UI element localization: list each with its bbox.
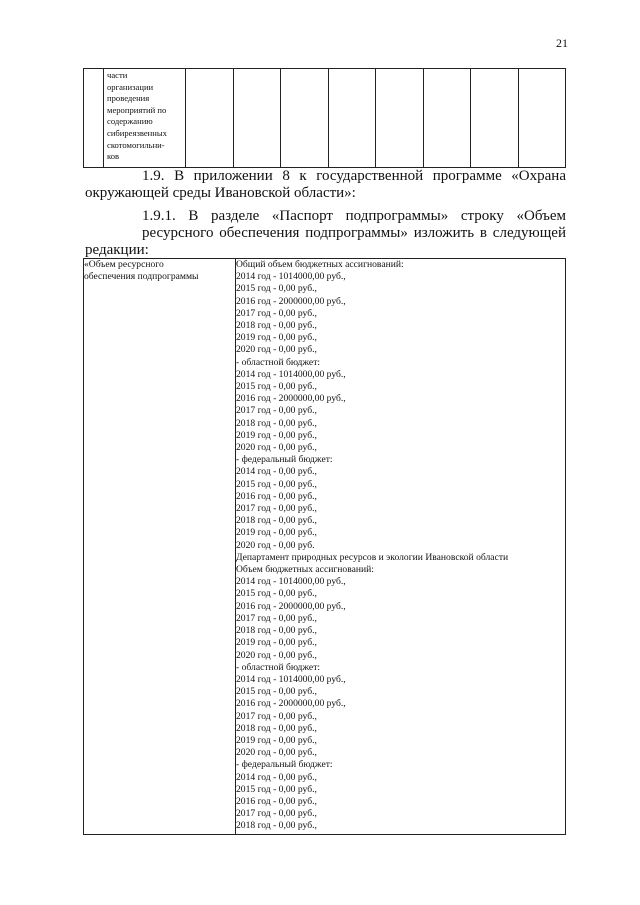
number-cell xyxy=(84,69,104,168)
resource-line: 2016 год - 0,00 руб., xyxy=(236,795,317,807)
paragraph-1-9-1 xyxy=(85,208,566,259)
resource-values-cell xyxy=(236,259,566,835)
resource-line: 2018 год - 0,00 руб., xyxy=(236,820,317,832)
resource-line: 2014 год - 0,00 руб., xyxy=(236,771,317,783)
empty-cell xyxy=(233,69,281,168)
resource-line: 2017 год - 0,00 руб., xyxy=(236,405,317,417)
resource-line: - областной бюджет: xyxy=(236,661,321,673)
resource-line: 2016 год - 2000000,00 руб., xyxy=(236,698,346,710)
cell-line: скотомогильни- xyxy=(107,139,165,150)
resource-line: 2014 год - 1014000,00 руб., xyxy=(236,576,346,588)
paragraph-line: окружающей среды Ивановской области»: xyxy=(85,185,356,201)
resource-line: 2018 год - 0,00 руб., xyxy=(236,722,317,734)
resource-line: 2019 год - 0,00 руб., xyxy=(236,527,317,539)
table-row xyxy=(84,69,566,168)
paragraph-line: 1.9.1. В разделе «Паспорт подпрограммы» строку «Объем xyxy=(142,208,566,224)
resource-line: 2017 год - 0,00 руб., xyxy=(236,710,317,722)
resource-line: 2014 год - 1014000,00 руб., xyxy=(236,673,346,685)
resource-line: 2014 год - 0,00 руб., xyxy=(236,466,317,478)
cell-line: сибиреязвенных xyxy=(107,127,167,138)
cell-line: части xyxy=(107,70,128,80)
resource-line: 2015 год - 0,00 руб., xyxy=(236,283,317,295)
resource-line: 2020 год - 0,00 руб., xyxy=(236,442,317,454)
resource-line: Общий объем бюджетных ассигнований: xyxy=(236,259,404,270)
resource-line: 2020 год - 0,00 руб., xyxy=(236,747,317,759)
resource-line: - федеральный бюджет: xyxy=(236,759,333,771)
resource-line: 2014 год - 1014000,00 руб., xyxy=(236,368,346,380)
resource-line: 2018 год - 0,00 руб., xyxy=(236,515,317,527)
label-line: «Объем ресурсного xyxy=(84,259,164,270)
paragraph-line: редакции: xyxy=(85,242,149,258)
resource-line: Департамент природных ресурсов и экологии Ивановской области xyxy=(236,551,509,563)
resource-line: 2015 год - 0,00 руб., xyxy=(236,588,317,600)
empty-cell xyxy=(471,69,519,168)
resource-line: 2017 год - 0,00 руб., xyxy=(236,808,317,820)
resource-line: - областной бюджет: xyxy=(236,356,321,368)
resource-line: 2015 год - 0,00 руб., xyxy=(236,381,317,393)
cell-line: организации xyxy=(107,81,154,92)
resource-line: 2018 год - 0,00 руб., xyxy=(236,625,317,637)
resource-label-cell xyxy=(84,259,236,835)
resource-line: 2016 год - 0,00 руб., xyxy=(236,490,317,502)
resource-line: 2015 год - 0,00 руб., xyxy=(236,478,317,490)
resource-line: 2018 год - 0,00 руб., xyxy=(236,320,317,332)
cell-line: ков xyxy=(107,151,120,162)
empty-cell xyxy=(186,69,234,168)
paragraph-1-9 xyxy=(85,168,566,202)
resource-line: 2015 год - 0,00 руб., xyxy=(236,783,317,795)
empty-cell xyxy=(518,69,566,168)
resource-line: 2016 год - 2000000,00 руб., xyxy=(236,295,346,307)
resource-line: 2017 год - 0,00 руб., xyxy=(236,307,317,319)
table-row xyxy=(84,259,566,835)
cell-line: содержанию xyxy=(107,116,153,127)
resource-line: - федеральный бюджет: xyxy=(236,454,333,466)
resource-line: 2020 год - 0,00 руб. xyxy=(236,539,315,551)
activity-cell xyxy=(104,69,186,168)
page-number: 21 xyxy=(556,36,568,50)
cell-line: мероприятий по xyxy=(107,104,167,115)
continuation-table xyxy=(83,68,566,168)
resource-line: 2017 год - 0,00 руб., xyxy=(236,612,317,624)
empty-cell xyxy=(376,69,424,168)
resource-line: 2019 год - 0,00 руб., xyxy=(236,429,317,441)
label-line: обеспечения подпрограммы xyxy=(84,271,199,283)
resource-line: 2016 год - 2000000,00 руб., xyxy=(236,600,346,612)
resource-line: 2020 год - 0,00 руб., xyxy=(236,344,317,356)
resource-line: 2020 год - 0,00 руб., xyxy=(236,649,317,661)
cell-line: проведения xyxy=(107,93,150,104)
resource-line: 2015 год - 0,00 руб., xyxy=(236,686,317,698)
paragraph-line: ресурсного обеспечения подпрограммы» изложить в следующей xyxy=(142,225,566,241)
resource-line: 2019 год - 0,00 руб., xyxy=(236,637,317,649)
empty-cell xyxy=(423,69,471,168)
empty-cell xyxy=(281,69,329,168)
resource-line: 2016 год - 2000000,00 руб., xyxy=(236,393,346,405)
resource-line: 2017 год - 0,00 руб., xyxy=(236,503,317,515)
resource-line: Объем бюджетных ассигнований: xyxy=(236,564,374,576)
resource-line: 2019 год - 0,00 руб., xyxy=(236,332,317,344)
resource-line: 2018 год - 0,00 руб., xyxy=(236,417,317,429)
resource-line: 2019 год - 0,00 руб., xyxy=(236,734,317,746)
empty-cell xyxy=(328,69,376,168)
resource-line: 2014 год - 1014000,00 руб., xyxy=(236,271,346,283)
resource-table xyxy=(83,258,566,835)
paragraph-line: 1.9. В приложении 8 к государственной программе «Охрана xyxy=(142,168,566,184)
